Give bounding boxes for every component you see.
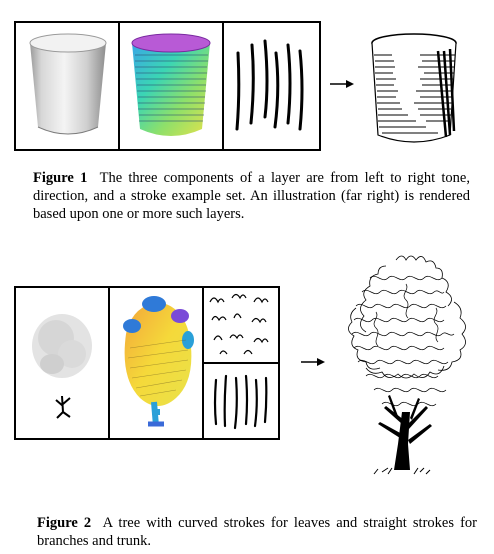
right-arrow-icon	[301, 357, 325, 367]
figure2-caption	[37, 514, 477, 550]
rendered-cylinder-illustration	[360, 25, 468, 153]
figure2-tone-panel	[16, 288, 108, 438]
tree-direction-image	[110, 288, 202, 438]
stroke-example-set	[224, 23, 319, 149]
figure2-caption-text: A tree with curved strokes for leaves and straight strokes for branches and trunk.	[37, 515, 478, 549]
figure1-direction-panel	[118, 23, 222, 149]
figure2-direction-panel	[108, 288, 202, 438]
rendered-tree-illustration	[326, 248, 486, 494]
figure1-caption	[33, 169, 470, 223]
tree-tone-image	[16, 288, 108, 438]
figure1-label: Figure 1	[33, 170, 88, 186]
figure2-curved-stroke-examples	[202, 288, 278, 362]
right-arrow-icon	[330, 79, 354, 89]
figure1-stroke-example-panel	[222, 23, 319, 149]
figure1-tone-panel	[16, 23, 118, 149]
direction-cylinder-image	[120, 23, 222, 149]
curved-stroke-set	[204, 288, 278, 362]
figure1-caption-text: The three components of a layer are from left to right tone, direction, and a stroke example set. An illustration (far right) is rendered based upon one or more such layers.	[33, 170, 470, 222]
figure2-straight-stroke-examples	[202, 362, 278, 438]
figure2-label: Figure 2	[37, 515, 92, 531]
tone-cylinder-image	[16, 23, 118, 149]
straight-stroke-set	[204, 364, 278, 438]
